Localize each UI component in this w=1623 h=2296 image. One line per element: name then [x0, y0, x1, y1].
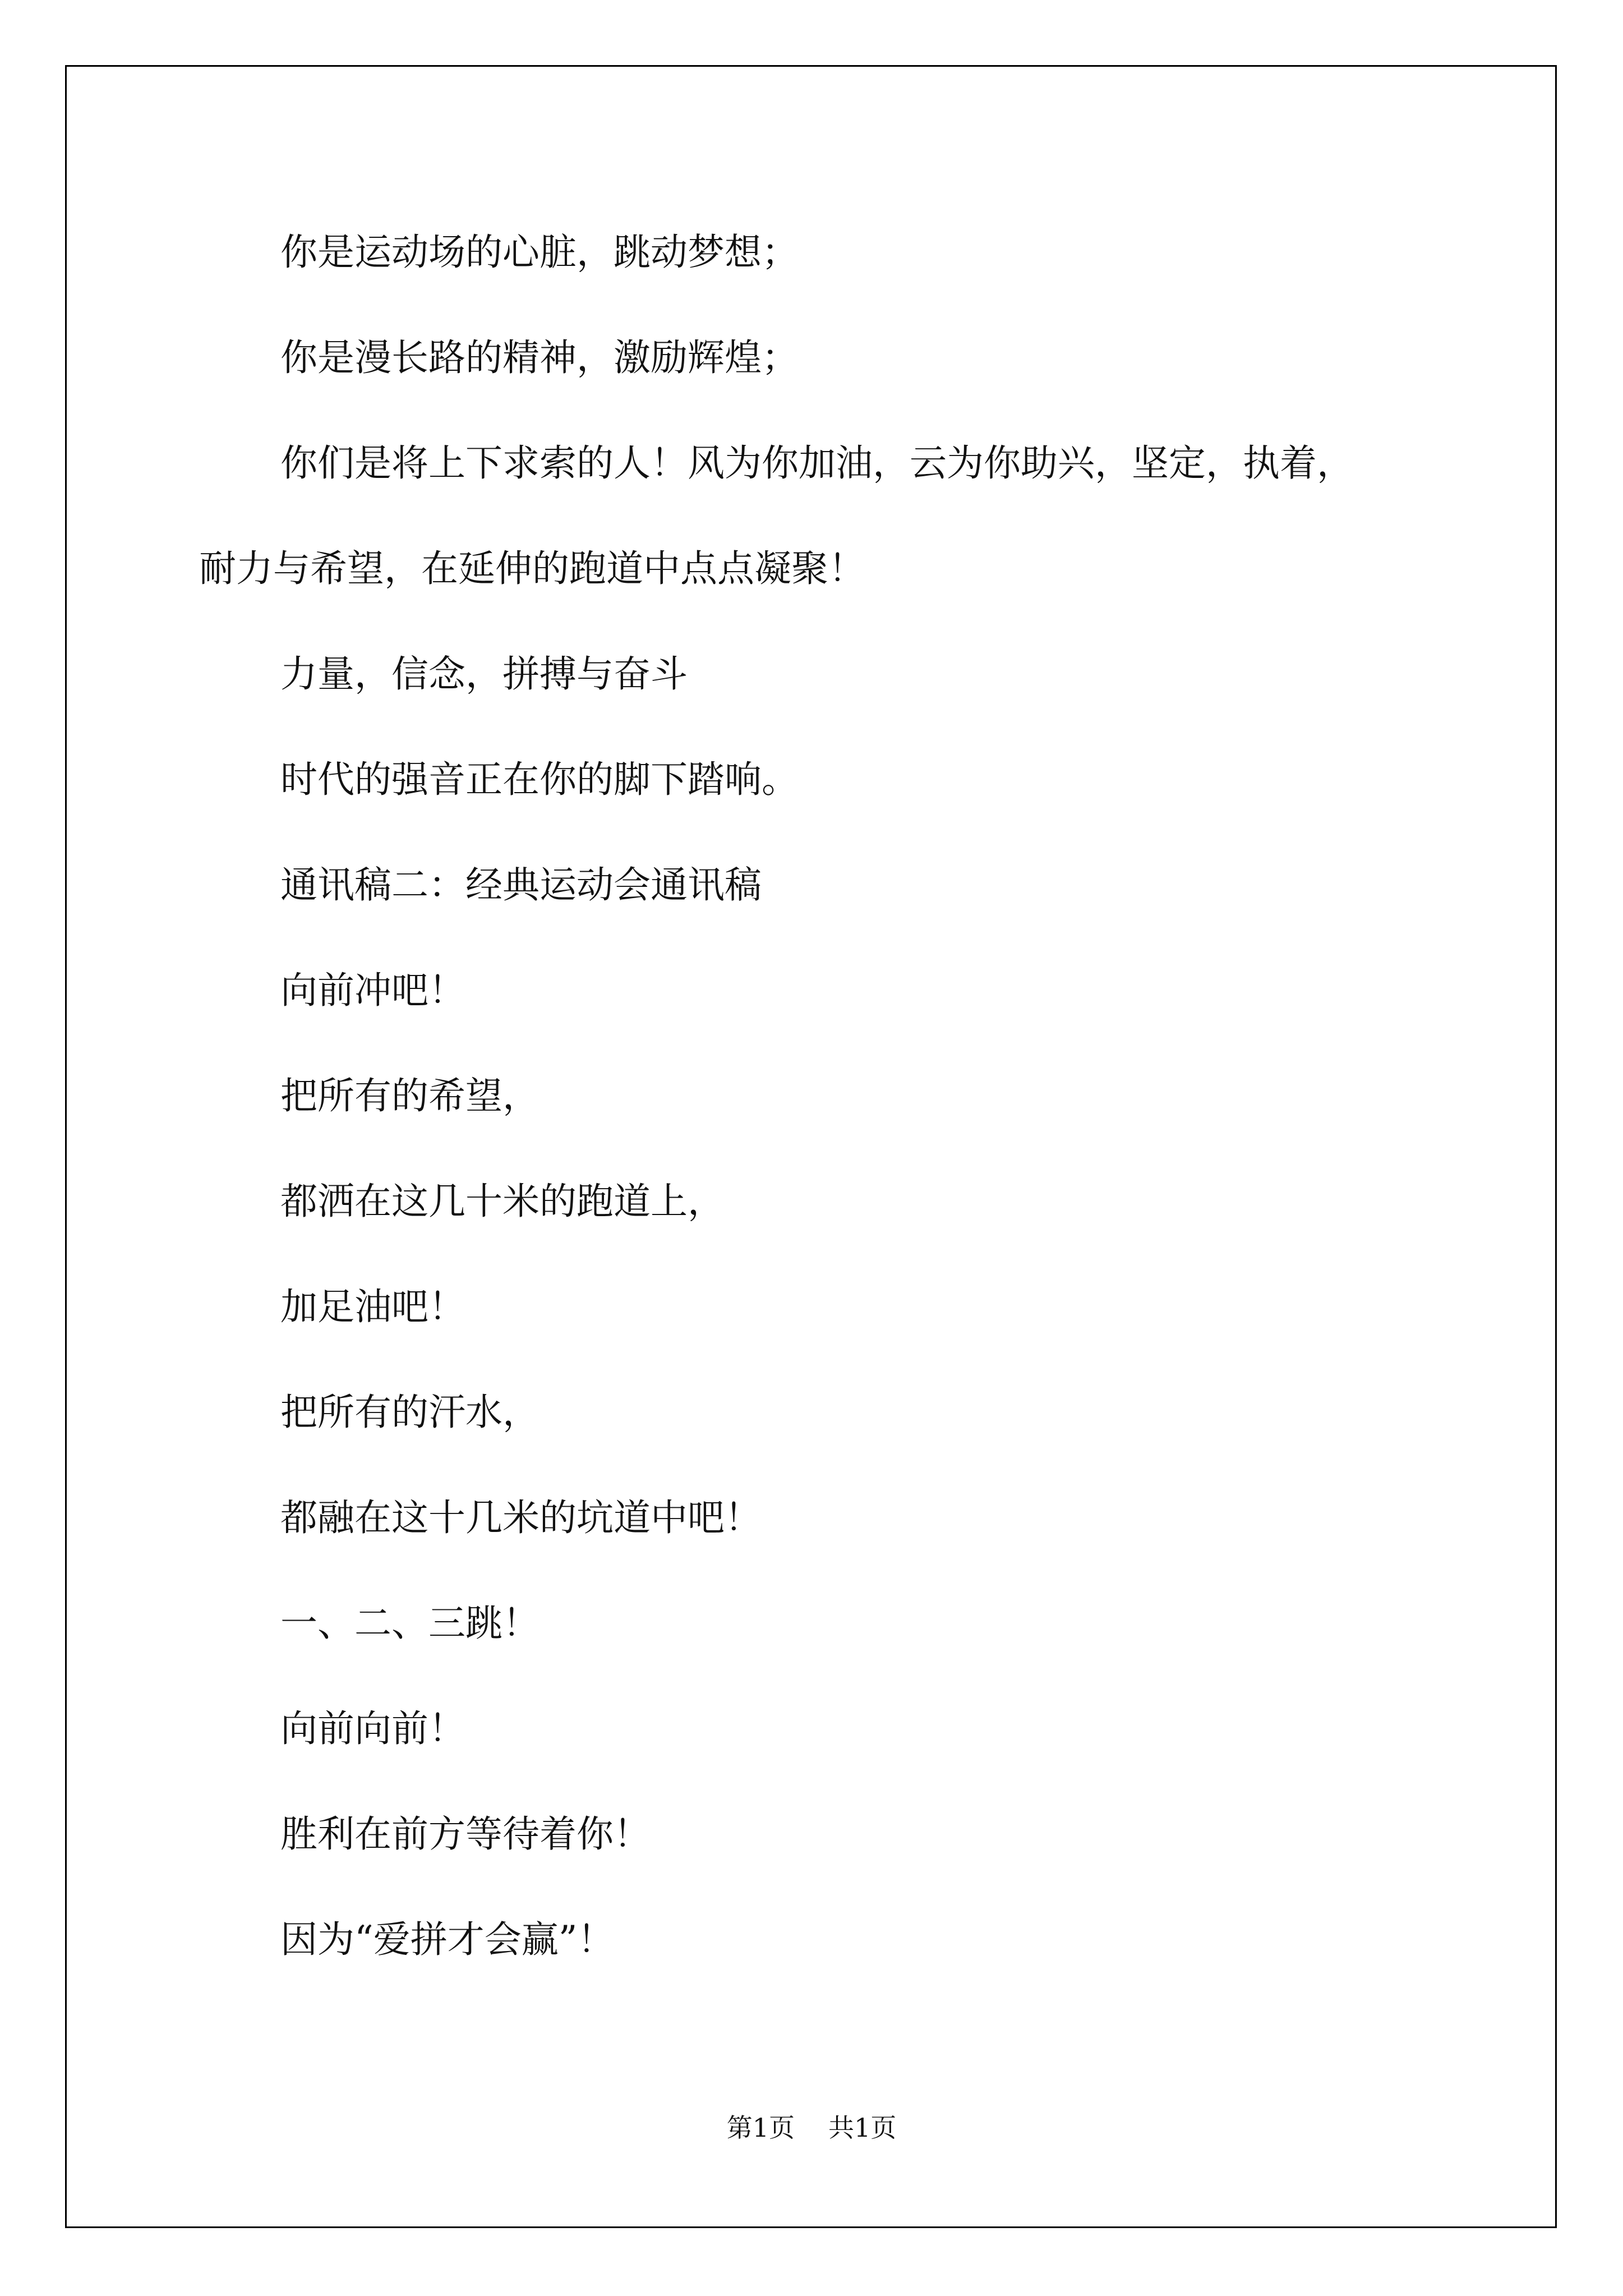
paragraph-line: 都融在这十几米的坑道中吧！	[280, 1496, 762, 1539]
paragraph-line: 向前冲吧！	[280, 969, 465, 1012]
page-total: 共1页	[828, 2113, 897, 2143]
paragraph-line: 向前向前！	[280, 1707, 465, 1750]
section-heading: 通讯稿二：经典运动会通讯稿	[280, 863, 762, 907]
paragraph-line: 力量，信念，拼搏与奋斗	[280, 652, 688, 696]
paragraph-line: 一、二、三跳！	[280, 1602, 540, 1645]
paragraph-line: 你是运动场的心脏，跳动梦想；	[280, 231, 799, 274]
paragraph-line: 时代的强音正在你的脚下踏响。	[280, 758, 799, 801]
paragraph-line-continued: 耐力与希望，在延伸的跑道中点点凝聚！	[199, 547, 865, 590]
paragraph-line: 都洒在这几十米的跑道上，	[280, 1180, 725, 1223]
paragraph-line: 把所有的希望，	[280, 1074, 540, 1117]
page-border	[65, 65, 1557, 2228]
paragraph-line: 把所有的汗水，	[280, 1391, 540, 1434]
paragraph-line: 加足油吧！	[280, 1285, 465, 1328]
paragraph-line: 胜利在前方等待着你！	[280, 1812, 651, 1856]
paragraph-line: 你们是将上下求索的人！风为你加油，云为你助兴，坚定，执着，	[280, 441, 1354, 485]
paragraph-line: 因为“爱拼才会赢”！	[280, 1918, 615, 1961]
page-footer	[0, 2112, 1623, 2143]
paragraph-line: 你是漫长路的精神，激励辉煌；	[280, 336, 799, 379]
page-number: 第1页	[726, 2113, 795, 2143]
